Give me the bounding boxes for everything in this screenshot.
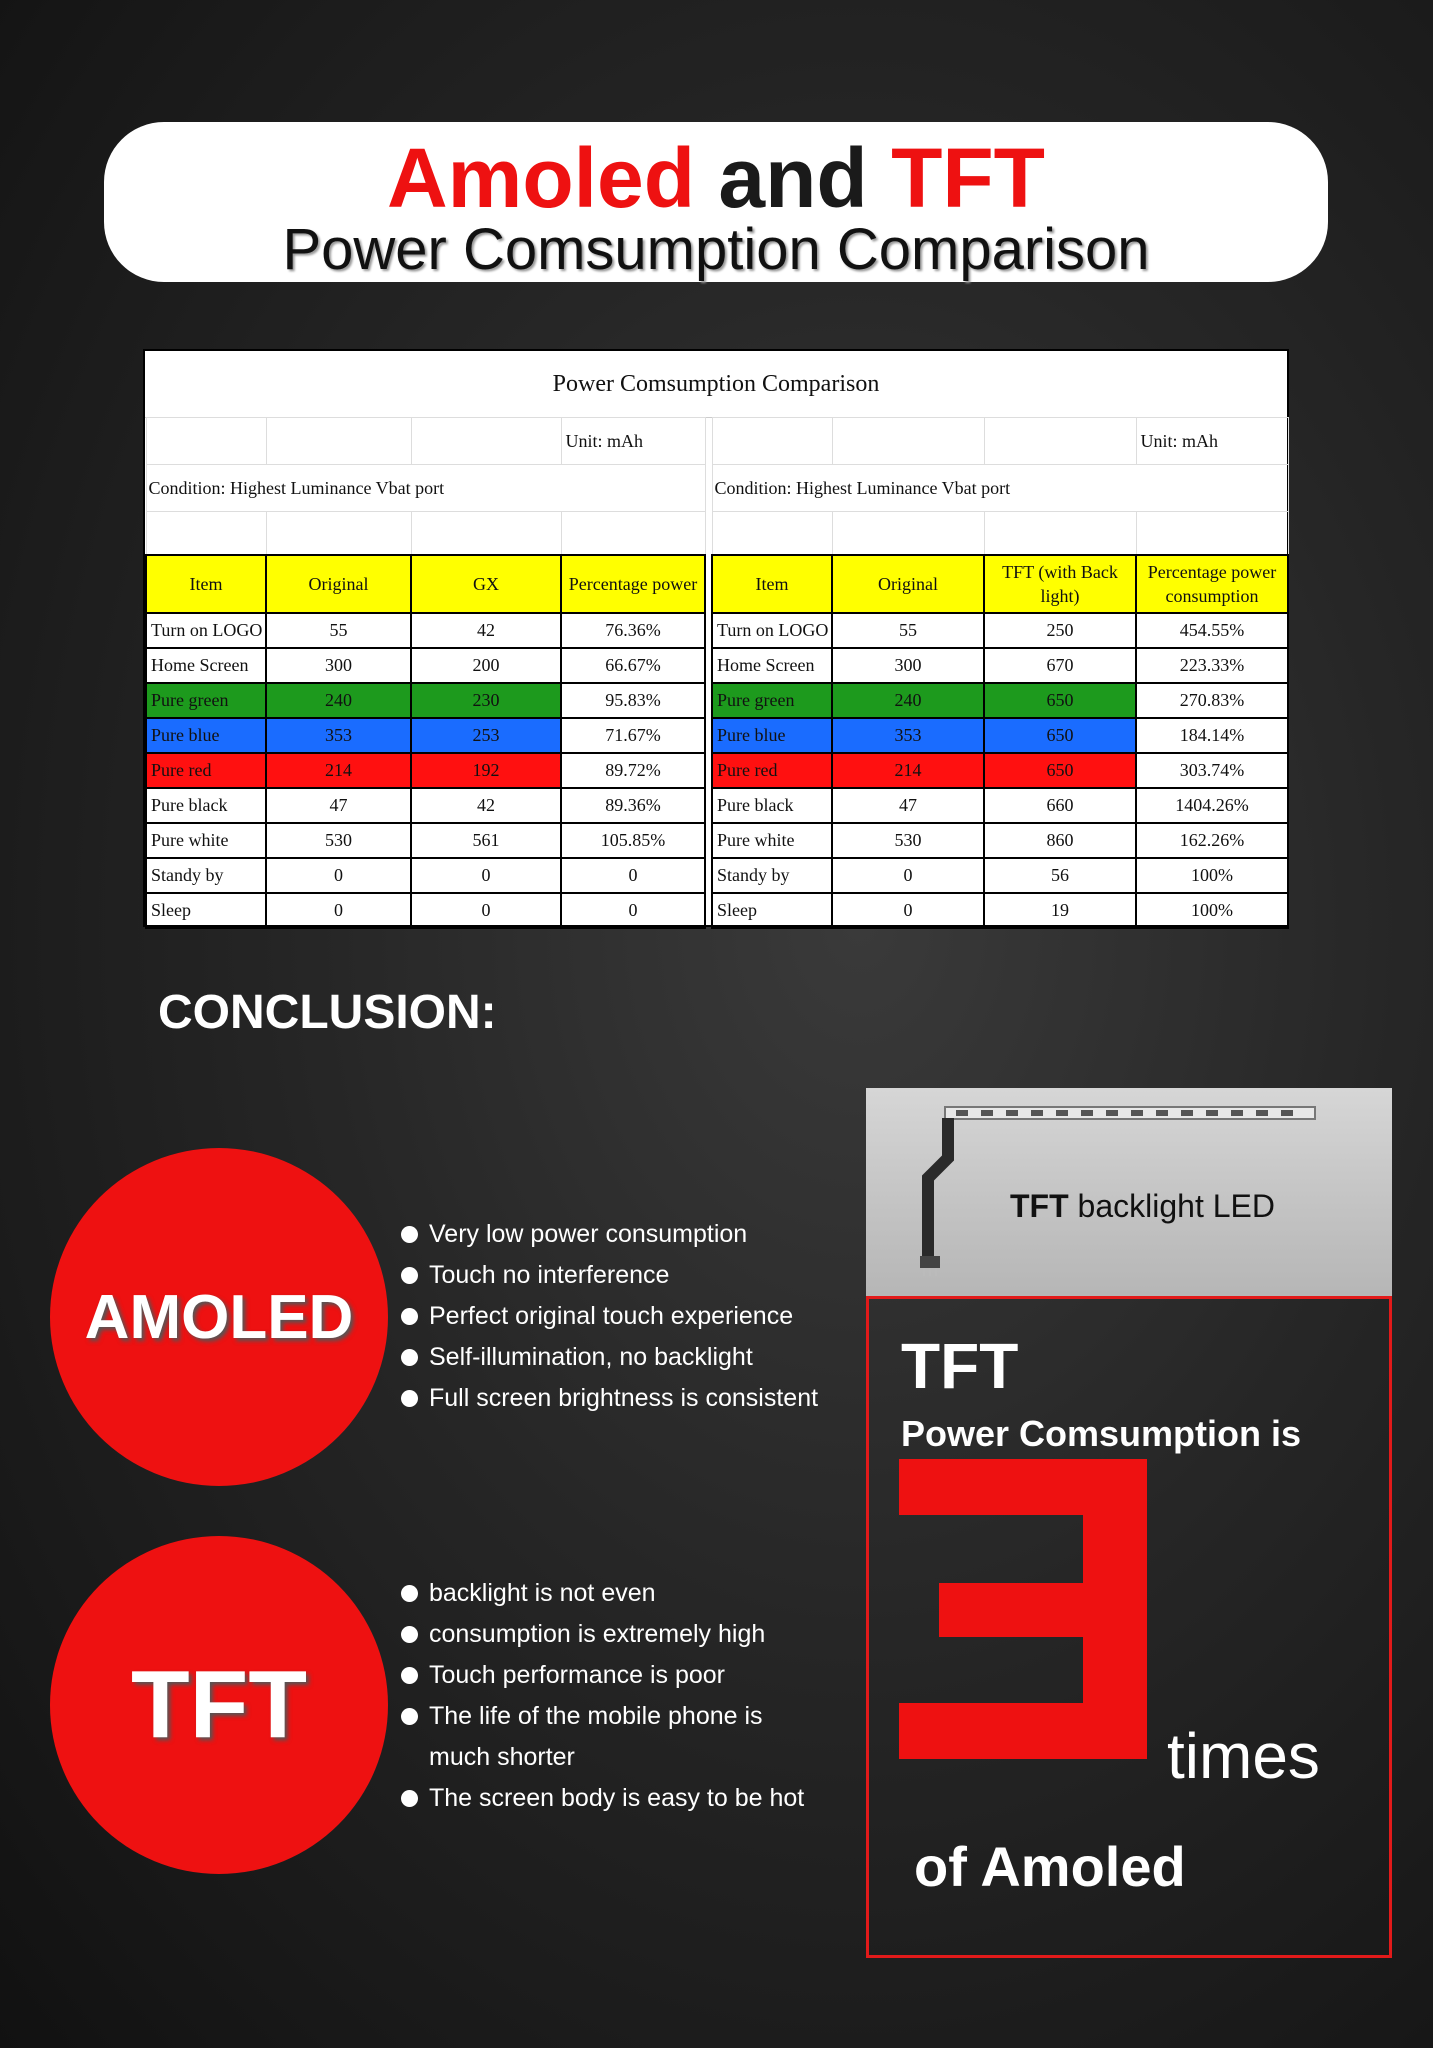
table-cell: 454.55% [1136, 613, 1288, 648]
table-cell: 66.67% [561, 648, 705, 683]
table-cell: 270.83% [1136, 683, 1288, 718]
table-cell: 300 [266, 648, 411, 683]
table-header-cell: Item [712, 555, 832, 613]
unit-label: Unit: mAh [1136, 418, 1288, 465]
condition-label: Condition: Highest Luminance Vbat port [712, 465, 1288, 512]
table-cell: 670 [984, 648, 1136, 683]
table-cell: 42 [411, 788, 561, 823]
unit-label: Unit: mAh [561, 418, 705, 465]
table-cell: 214 [832, 753, 984, 788]
tft-bullet-item: Touch performance is poor [401, 1655, 861, 1696]
table-cell: Pure white [146, 823, 266, 858]
amoled-circle [50, 1148, 388, 1486]
table-cell: 650 [984, 753, 1136, 788]
table-row [712, 823, 1288, 858]
table-cell: 214 [266, 753, 411, 788]
led-segment [956, 1110, 968, 1116]
table-cell: 47 [832, 788, 984, 823]
table-cell: 1404.26% [1136, 788, 1288, 823]
table-cell: 105.85% [561, 823, 705, 858]
tft-bullet-item: backlight is not even [401, 1573, 861, 1614]
table-cell: Pure green [712, 683, 832, 718]
table-cell: 56 [984, 858, 1136, 893]
led-segment [1156, 1110, 1168, 1116]
table-cell: 0 [411, 858, 561, 893]
table-cell: 71.67% [561, 718, 705, 753]
table-row [712, 753, 1288, 788]
amoled-bullet-item: Perfect original touch experience [401, 1296, 861, 1337]
table-cell: 240 [266, 683, 411, 718]
table-cell: 561 [411, 823, 561, 858]
condition-label: Condition: Highest Luminance Vbat port [146, 465, 705, 512]
table-cell: 162.26% [1136, 823, 1288, 858]
title-banner [104, 122, 1328, 282]
table-cell: Turn on LOGO [146, 613, 266, 648]
power-ratio-box [866, 1296, 1392, 1958]
table-cell: 650 [984, 683, 1136, 718]
amoled-bullet-item: Very low power consumption [401, 1214, 861, 1255]
table-cell: 253 [411, 718, 561, 753]
led-segment [1256, 1110, 1268, 1116]
table-cell: 0 [266, 858, 411, 893]
amoled-bullet-list [401, 1214, 861, 1419]
table-header-cell: GX [411, 555, 561, 613]
table-cell: 303.74% [1136, 753, 1288, 788]
table-row [712, 788, 1288, 823]
table-header-cell: TFT (with Back light) [984, 555, 1136, 613]
table-row [712, 683, 1288, 718]
ratio-power-label: Power Comsumption is [901, 1413, 1302, 1454]
table-row [146, 613, 705, 648]
table-row [146, 718, 705, 753]
conclusion-heading: CONCLUSION: [158, 986, 497, 1039]
table-header-cell: Original [832, 555, 984, 613]
backlight-label [1010, 1188, 1275, 1225]
table-cell: 353 [832, 718, 984, 753]
table-row [712, 858, 1288, 893]
table-cell: 89.36% [561, 788, 705, 823]
table-row [712, 718, 1288, 753]
backlight-label-rest: backlight LED [1068, 1188, 1275, 1224]
table-cell: Sleep [712, 893, 832, 928]
led-segment [1231, 1110, 1243, 1116]
table-cell: 250 [984, 613, 1136, 648]
backlight-label-bold: TFT [1010, 1188, 1069, 1224]
table-row [712, 893, 1288, 928]
table-cell: 0 [266, 893, 411, 928]
table-cell: 76.36% [561, 613, 705, 648]
table-cell: 47 [266, 788, 411, 823]
table-cell: 0 [561, 858, 705, 893]
table-cell: 353 [266, 718, 411, 753]
table-cell: 42 [411, 613, 561, 648]
table-header-cell: Percentage power [561, 555, 705, 613]
table-cell: 0 [561, 893, 705, 928]
tft-bullet-list [401, 1573, 861, 1819]
table-cell: 300 [832, 648, 984, 683]
led-segment [1031, 1110, 1043, 1116]
table-cell: 100% [1136, 893, 1288, 928]
table-cell: 230 [411, 683, 561, 718]
tft-circle-label: TFT [131, 1651, 307, 1758]
table-cell: Pure blue [146, 718, 266, 753]
tft-bullet-item: consumption is extremely high [401, 1614, 861, 1655]
table-cell: Pure green [146, 683, 266, 718]
led-segment [1056, 1110, 1068, 1116]
table-cell: 200 [411, 648, 561, 683]
amoled-bullet-item: Full screen brightness is consistent [401, 1378, 861, 1419]
led-segment [1006, 1110, 1018, 1116]
table-cell: 19 [984, 893, 1136, 928]
title-main [104, 130, 1328, 226]
table-row [146, 683, 705, 718]
table-cell: Pure white [712, 823, 832, 858]
led-segment [1131, 1110, 1143, 1116]
table-cell: Pure black [146, 788, 266, 823]
led-segment [1181, 1110, 1193, 1116]
table-cell: 55 [832, 613, 984, 648]
table-row [712, 648, 1288, 683]
led-strip-graphic [944, 1106, 1316, 1120]
table-cell: Pure black [712, 788, 832, 823]
led-segment [1206, 1110, 1218, 1116]
table-row [146, 893, 705, 928]
ratio-number-3 [899, 1459, 1159, 1759]
table-header-cell: Original [266, 555, 411, 613]
amoled-bullet-item: Touch no interference [401, 1255, 861, 1296]
table-cell: 0 [411, 893, 561, 928]
tft-bullet-item: The screen body is easy to be hot [401, 1778, 861, 1819]
table-cell: 0 [832, 893, 984, 928]
table-cell: 530 [266, 823, 411, 858]
table-cell: 660 [984, 788, 1136, 823]
tft-bullet-item: The life of the mobile phone is [401, 1696, 861, 1737]
led-cable-graphic [918, 1118, 958, 1278]
table-cell: Turn on LOGO [712, 613, 832, 648]
title-subtitle: Power Comsumption Comparison [282, 217, 1150, 282]
comparison-table-image [143, 349, 1289, 927]
table-row [146, 648, 705, 683]
backlight-led-image [866, 1088, 1392, 1296]
tft-bullet-item: much shorter [429, 1743, 575, 1771]
ratio-of-amoled-label: of Amoled [914, 1835, 1186, 1898]
led-segment [981, 1110, 993, 1116]
table-cell: 95.83% [561, 683, 705, 718]
amoled-circle-label: AMOLED [84, 1282, 354, 1352]
led-segment [1281, 1110, 1293, 1116]
table-cell: Sleep [146, 893, 266, 928]
table-cell: Pure red [146, 753, 266, 788]
table-cell: Home Screen [146, 648, 266, 683]
table-header-cell: Item [146, 555, 266, 613]
table-cell: Standy by [712, 858, 832, 893]
title-word-and: and [718, 131, 868, 225]
table-row [146, 753, 705, 788]
table-cell: 192 [411, 753, 561, 788]
table-header-cell: Percentage power consumption [1136, 555, 1288, 613]
table-row [146, 788, 705, 823]
table-cell: Home Screen [712, 648, 832, 683]
ratio-times-label: times [1167, 1720, 1320, 1792]
title-word-amoled: Amoled [387, 131, 696, 225]
amoled-table [145, 417, 706, 929]
table-cell: 55 [266, 613, 411, 648]
tft-circle [50, 1536, 388, 1874]
table-cell: 650 [984, 718, 1136, 753]
table-row [146, 858, 705, 893]
table-cell: 184.14% [1136, 718, 1288, 753]
table-cell: 223.33% [1136, 648, 1288, 683]
ratio-tft-label: TFT [901, 1330, 1019, 1402]
title-word-tft: TFT [891, 131, 1045, 225]
led-segment [1106, 1110, 1118, 1116]
table-cell: 530 [832, 823, 984, 858]
table-row [712, 613, 1288, 648]
table-heading: Power Comsumption Comparison [145, 351, 1287, 418]
table-cell: 0 [832, 858, 984, 893]
table-cell: 100% [1136, 858, 1288, 893]
table-cell: Standy by [146, 858, 266, 893]
amoled-bullet-item: Self-illumination, no backlight [401, 1337, 861, 1378]
table-cell: 860 [984, 823, 1136, 858]
table-cell: Pure red [712, 753, 832, 788]
table-cell: 89.72% [561, 753, 705, 788]
table-cell: Pure blue [712, 718, 832, 753]
tft-table [711, 417, 1289, 929]
table-cell: 240 [832, 683, 984, 718]
led-segment [1081, 1110, 1093, 1116]
table-row [146, 823, 705, 858]
